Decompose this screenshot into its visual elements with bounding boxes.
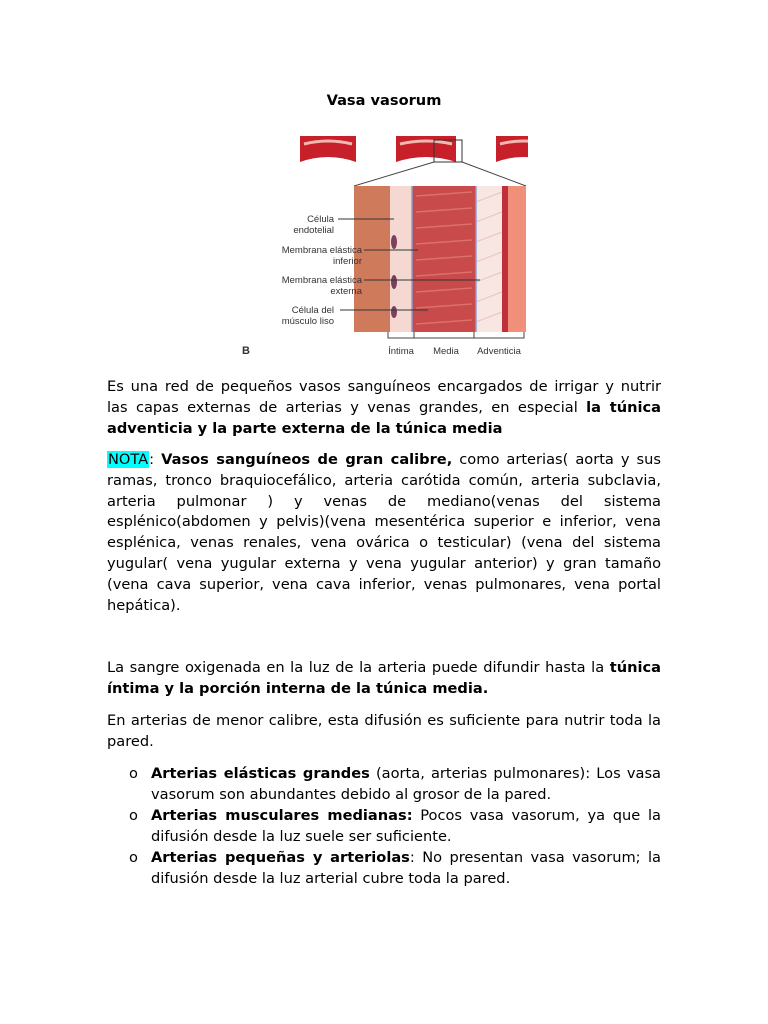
label-adventicia: Adventicia (477, 346, 521, 357)
label-membrane-inner-2: inferior (332, 256, 362, 267)
paragraph-note (107, 450, 661, 616)
page-title: Vasa vasorum (326, 92, 442, 109)
label-smooth-muscle-2: músculo liso (281, 316, 334, 327)
list-item-text: Pocos vasa vasorum, ya que la difusión desde la luz suele ser suficiente. (151, 807, 661, 845)
paragraph-note-text: como arterias( aorta y sus ramas, tronco braquiocefálico, arteria carótida común, arteria subclavia, arteria pulmonar ) y venas de mediano(venas del sistema esplénico(abdomen y pelvis)(vena mesentérica superior e inferior, vena esplénica, venas renales, vena ovárica o testicular) (vena del sistema yugular( vena yugular externa y vena yugular anterior) y gran tamaño (vena cava superior, vena cava inferior, venas pulmonares, vena portal hepática). (107, 451, 661, 614)
paragraph-intro-text: Es una red de pequeños vasos sanguíneos encargados de irrigar y nutrir las capas externas de arterias y venas grandes, en especial (107, 378, 661, 416)
svg-text:Membrana elásticainferior (282, 245, 363, 267)
label-smooth-muscle-1: Célula del (291, 305, 334, 316)
label-intima: Íntima (388, 346, 414, 357)
bullet-marker: o (129, 849, 138, 866)
vessel-wall-figure (228, 132, 528, 364)
svg-text:Célula delmúsculo liso (282, 305, 334, 327)
list-item-bold: Arterias musculares medianas: (151, 807, 413, 824)
list-item-text: : No presentan vasa vasorum; la difusión desde la luz arterial cubre toda la pared. (151, 849, 661, 887)
list-item (107, 805, 661, 847)
vessel-cross-section-middle (396, 136, 462, 162)
list-item (107, 763, 661, 805)
paragraph-intro (107, 377, 661, 439)
paragraph-diffusion-bold: túnica íntima y la porción interna de la túnica media. (107, 659, 661, 697)
paragraph-diffusion (107, 658, 661, 700)
paragraph-diffusion-text: La sangre oxigenada en la luz de la arteria puede difundir hasta la (107, 659, 610, 676)
list-item (107, 847, 661, 889)
paragraph-note-bold: Vasos sanguíneos de gran calibre, (161, 451, 453, 468)
label-membrane-outer-1: Membrana elástica (281, 275, 362, 286)
panel-letter: B (242, 345, 250, 357)
list-item-text: (aorta, arterias pulmonares): Los vasa vasorum son abundantes debido al grosor de la pared. (151, 765, 661, 803)
label-membrane-inner-1: Membrana elástica (281, 245, 362, 256)
vessel-cross-section-right (496, 136, 528, 162)
note-colon: : (149, 451, 162, 468)
label-cell-endothelial-1: Célula (307, 214, 334, 225)
vessel-wall-illustration (228, 132, 528, 364)
paragraph-small-arteries-text: En arterias de menor calibre, esta difusión es suficiente para nutrir toda la pared. (107, 712, 661, 750)
bullet-marker: o (129, 807, 138, 824)
label-media: Media (433, 346, 459, 357)
bullet-marker: o (129, 765, 138, 782)
paragraph-intro-bold: la túnica adventicia y la parte externa de la túnica media (107, 398, 662, 437)
artery-list (107, 763, 661, 889)
svg-text:Célulaendotelial (293, 214, 334, 236)
label-cell-endothelial-2: endotelial (293, 225, 334, 236)
svg-text:Membrana elásticaexterna (282, 275, 363, 297)
label-membrane-outer-2: externa (330, 286, 362, 297)
list-item-bold: Arterias elásticas grandes (151, 765, 370, 782)
paragraph-small-arteries (107, 711, 661, 753)
vessel-cross-section-left (300, 136, 356, 162)
list-item-bold: Arterias pequeñas y arteriolas (151, 849, 410, 866)
note-highlight: NOTA (108, 451, 149, 468)
